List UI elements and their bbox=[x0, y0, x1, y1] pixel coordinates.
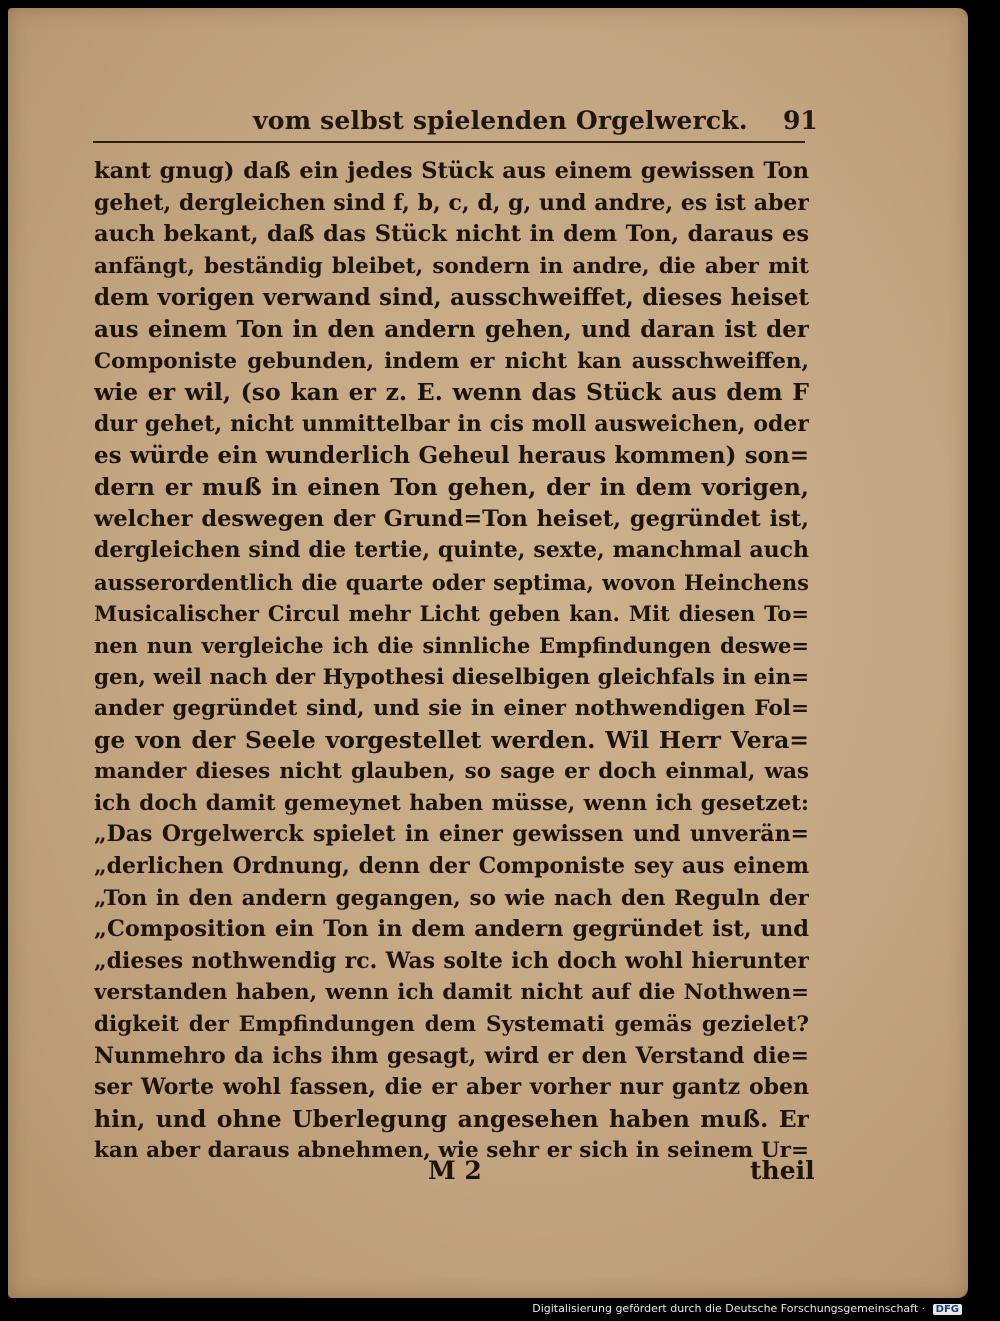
text-line: auch bekant, daß das Stück nicht in dem Ton, daraus es bbox=[94, 221, 809, 248]
page-header bbox=[253, 106, 818, 136]
text-line: ser Worte wohl fassen, die er aber vorher nur gantz oben bbox=[94, 1074, 809, 1101]
text-line: Componiste gebunden, indem er nicht kan ausschweiffen, bbox=[94, 348, 809, 374]
text-line: digkeit der Empfindungen dem Systemati gemäs gezielet? bbox=[94, 1012, 809, 1038]
header-rule bbox=[93, 141, 805, 143]
dfg-logo-icon: DFG bbox=[933, 1304, 962, 1315]
page-number: 91 bbox=[783, 106, 818, 135]
text-line: welcher deswegen der Grund=Ton heiset, gegründet ist, bbox=[94, 505, 809, 532]
text-line: anfängt, beständig bleibet, sondern in andre, die aber mit bbox=[94, 253, 809, 279]
separator: · bbox=[921, 1302, 926, 1315]
text-line: kan aber daraus abnehmen, wie sehr er sich in seinem Ur= bbox=[94, 1138, 809, 1164]
book-page bbox=[8, 8, 968, 1298]
text-line: Musicalischer Circul mehr Licht geben kan. Mit diesen To= bbox=[94, 601, 809, 627]
text-line: „dieses nothwendig rc. Was solte ich doch wohl hierunter bbox=[94, 947, 809, 974]
catchword: theil bbox=[750, 1156, 815, 1185]
text-line: „Composition ein Ton in dem andern gegründet ist, und bbox=[94, 916, 809, 943]
text-line: gehet, dergleichen sind f, b, c, d, g, und andre, es ist aber bbox=[94, 189, 809, 216]
text-line: dem vorigen verwand sind, ausschweiffet, dieses heiset bbox=[94, 284, 809, 312]
footer-credit: Digitalisierung gefördert durch die Deutsche Forschungsgemeinschaft bbox=[532, 1302, 919, 1315]
text-line: „derlichen Ordnung, denn der Componiste sey aus einem bbox=[94, 853, 809, 880]
signature-mark: M 2 bbox=[428, 1156, 482, 1185]
body-text bbox=[94, 156, 809, 1167]
text-line: dergleichen sind die tertie, quinte, sexte, manchmal auch bbox=[94, 537, 809, 564]
text-line: ausserordentlich die quarte oder septima, wovon Heinchens bbox=[94, 569, 809, 595]
text-line: Nunmehro da ichs ihm gesagt, wird er den Verstand die= bbox=[94, 1042, 809, 1069]
text-line: ich doch damit gemeynet haben müsse, wenn ich gesetzet: bbox=[94, 790, 809, 816]
text-line: wie er wil, (so kan er z. E. wenn das Stück aus dem F bbox=[94, 378, 809, 407]
text-line: ge von der Seele vorgestellet werden. Wil Herr Vera= bbox=[94, 725, 809, 754]
text-line: hin, und ohne Uberlegung angesehen haben muß. Er bbox=[94, 1104, 809, 1133]
text-line: mander dieses nicht glauben, so sage er doch einmal, was bbox=[94, 759, 809, 785]
text-line: aus einem Ton in den andern gehen, und daran ist der bbox=[94, 315, 809, 343]
text-line: nen nun vergleiche ich die sinnliche Empfindungen deswe= bbox=[94, 632, 809, 658]
text-line: kant gnug) daß ein jedes Stück aus einem gewissen Ton bbox=[94, 158, 809, 184]
text-line: gen, weil nach der Hypothesi dieselbigen gleichfals in ein= bbox=[94, 664, 809, 690]
text-line: ander gegründet sind, und sie in einer nothwendigen Fol= bbox=[94, 696, 809, 722]
text-line: „Das Orgelwerck spielet in einer gewissen und unverän= bbox=[94, 821, 809, 848]
text-line: es würde ein wunderlich Geheul heraus kommen) son= bbox=[94, 442, 809, 470]
text-line: „Ton in den andern gegangen, so wie nach den Reguln der bbox=[94, 885, 809, 911]
running-title: vom selbst spielenden Orgelwerck. bbox=[253, 106, 748, 135]
text-line: verstanden haben, wenn ich damit nicht auf die Nothwen= bbox=[94, 980, 809, 1006]
text-line: dern er muß in einen Ton gehen, der in dem vorigen, bbox=[94, 472, 809, 501]
text-line: dur gehet, nicht unmittelbar in cis moll ausweichen, oder bbox=[94, 410, 809, 437]
digitization-footer bbox=[532, 1302, 962, 1315]
